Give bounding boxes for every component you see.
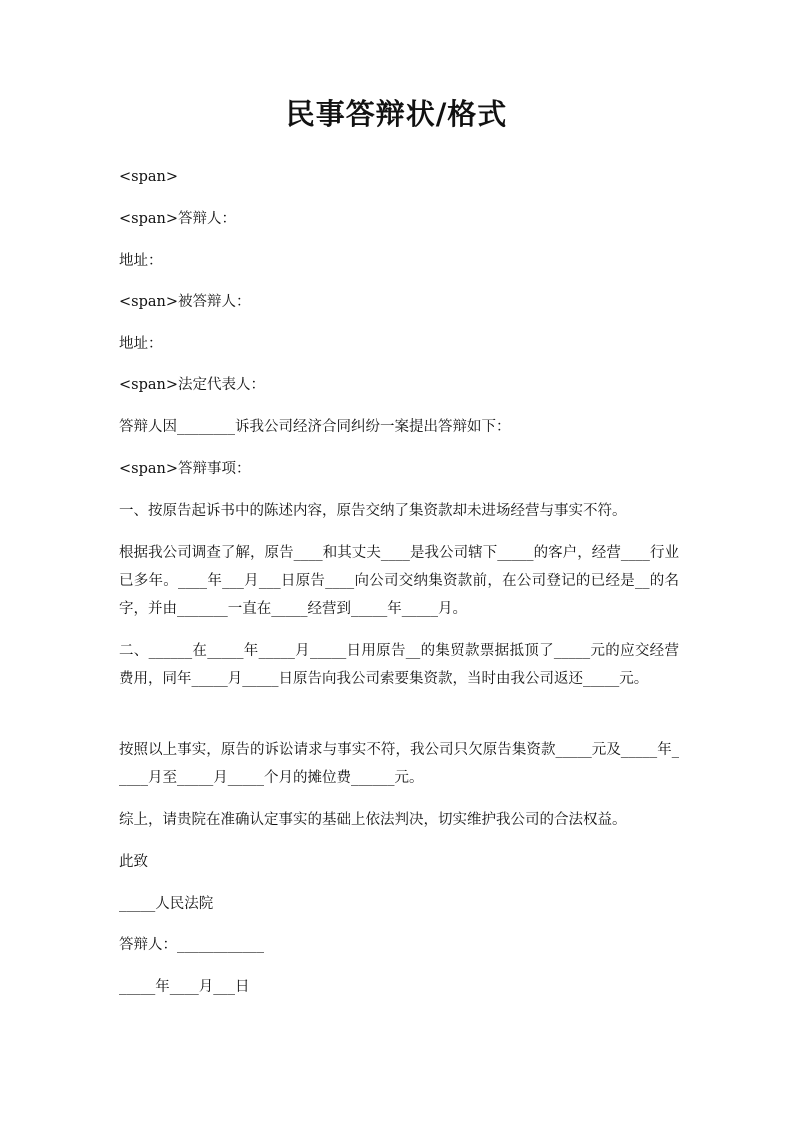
defense-matters-heading: <span>答辩事项：	[119, 461, 251, 477]
defense-intro-paragraph: 答辩人因________诉我公司经济合同纠纷一案提出答辩如下：	[119, 419, 511, 435]
point-one-paragraph: 一、按原告起诉书中的陈述内容，原告交纳了集资款却未进场经营与事实不符。	[119, 503, 627, 519]
respondent-line: <span>答辩人：	[119, 211, 237, 227]
plaintiff-line: <span>被答辩人：	[119, 294, 251, 310]
date-line: _____年____月___日	[119, 979, 250, 995]
paragraph-span-tag: <span>	[119, 169, 179, 185]
investigation-paragraph: 根据我公司调查了解，原告____和其丈夫____是我公司辖下_____的客户，经营____行业已多年。____年___月___日原告____向公司交纳集资款前，在公司登记的已经是__的名字，并由_______一直在_____经营到_____年_____月。	[119, 545, 679, 617]
salutation-line: 此致	[119, 854, 148, 870]
legal-representative-line: <span>法定代表人：	[119, 377, 266, 393]
facts-summary-paragraph: 按照以上事实，原告的诉讼请求与事实不符，我公司只欠原告集资款_____元及_____年_____月至_____月_____个月的摊位费______元。	[119, 742, 679, 786]
document-title: 民事答辩状/格式	[285, 97, 508, 131]
signature-line: 答辩人：____________	[119, 937, 264, 953]
conclusion-paragraph: 综上，请贵院在准确认定事实的基础上依法判决，切实维护我公司的合法权益。	[119, 812, 627, 828]
point-two-paragraph: 二、______在_____年_____月_____日用原告__的集贸款票据抵顶了_____元的应交经营费用，同年_____月_____日原告向我公司索要集资款，当时由我公司返还_____元。	[119, 643, 679, 687]
plaintiff-address-line: 地址：	[119, 336, 163, 352]
court-line: _____人民法院	[119, 896, 214, 912]
respondent-address-line: 地址：	[119, 253, 163, 269]
